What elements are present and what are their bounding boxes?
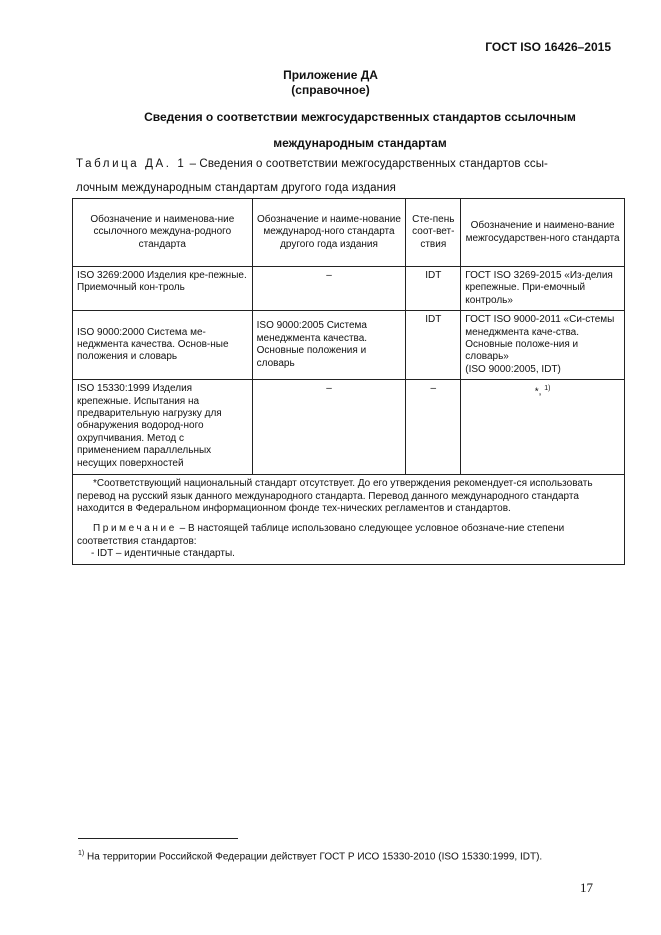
asterisk-note: *Соответствующий национальный стандарт отсутствует. До его утверждения рекомендует-ся использовать перевод на русский язык данного международного стандарта. Перевод данного международного стандарта находится в Федеральном информационном фонде тех-нических регламентов и стандартов.	[77, 478, 593, 515]
footnote-text: На территории Российской Федерации действует ГОСТ Р ИСО 15330-2010 (ISO 15330:1999, IDT).	[84, 851, 543, 863]
section-title	[90, 104, 630, 156]
table-caption-label: Таблица ДА. 1	[76, 158, 187, 170]
correspondence-table	[72, 198, 625, 565]
footnote-ref-marker: 1)	[544, 385, 551, 393]
table-row	[73, 311, 625, 380]
header-ref-standard: Обозначение и наименова-ние ссылочного междуна-родного стандарта	[73, 199, 253, 267]
table-caption-text-1: – Сведения о соответствии межгосударственных стандартов ссы-	[186, 158, 548, 170]
table-row	[73, 380, 625, 475]
table-row	[73, 267, 625, 311]
page-number: 17	[580, 880, 593, 895]
cell-interstate-title: ГОСТ ISO 9000-2011 «Си-стемы менеджмента каче-ства. Основные положе-ния и словарь»	[465, 314, 615, 363]
table-header-row	[73, 199, 625, 267]
footnote-divider	[78, 838, 238, 839]
cell-interstate-mark: *,	[534, 386, 542, 398]
footnote-marker: 1)	[78, 850, 85, 857]
cell-other: –	[252, 380, 406, 475]
table-caption	[76, 152, 616, 200]
cell-ref: ISO 9000:2000 Система ме-неджмента качества. Основ-ные положения и словарь	[73, 311, 253, 380]
table-footer	[73, 475, 625, 564]
cell-ref: ISO 3269:2000 Изделия кре-пежные. Приемочный кон-троль	[73, 267, 253, 311]
appendix-heading	[0, 68, 661, 98]
note-text: – В настоящей таблице использовано следующее условное обозначе-ние степени соответствия стандартов:	[77, 523, 565, 547]
header-interstate-standard: Обозначение и наимено-вание межгосударствен-ного стандарта	[461, 199, 625, 267]
footnote	[78, 846, 598, 865]
cell-degree: IDT	[406, 311, 461, 380]
note-label: Примечание	[93, 523, 177, 535]
section-title-line1: Сведения о соответствии межгосударственных стандартов ссылочным	[144, 110, 576, 124]
cell-interstate-extra: (ISO 9000:2005, IDT)	[465, 363, 561, 375]
section-title-line2: международным стандартам	[273, 136, 447, 150]
cell-other: ISO 9000:2005 Система менеджмента качества. Основные положения и словарь	[252, 311, 406, 380]
appendix-title: Приложение ДА	[283, 68, 378, 82]
header-other-year-standard: Обозначение и наиме-нование международ-ного стандарта другого года издания	[252, 199, 406, 267]
note-item: - IDT – идентичные стандарты.	[91, 548, 235, 560]
table-caption-text-2: лочным международным стандартам другого года издания	[76, 182, 396, 194]
cell-other: –	[252, 267, 406, 311]
cell-interstate	[461, 380, 625, 475]
table-footer-row	[73, 475, 625, 564]
cell-ref: ISO 15330:1999 Изделия крепежные. Испытания на предварительную нагрузку для обнаружения водород-ного охрупчивания. Метод с применением параллельных несущих поверхностей	[73, 380, 253, 475]
header-degree: Сте-пень соот-вет-ствия	[406, 199, 461, 267]
cell-degree: IDT	[406, 267, 461, 311]
cell-interstate: ГОСТ ISO 3269-2015 «Из-делия крепежные. При-емочный контроль»	[461, 267, 625, 311]
cell-interstate	[461, 311, 625, 380]
appendix-subtitle: (справочное)	[291, 83, 370, 97]
cell-degree: –	[406, 380, 461, 475]
document-code: ГОСТ ISO 16426–2015	[485, 40, 611, 54]
note-paragraph	[77, 523, 620, 548]
